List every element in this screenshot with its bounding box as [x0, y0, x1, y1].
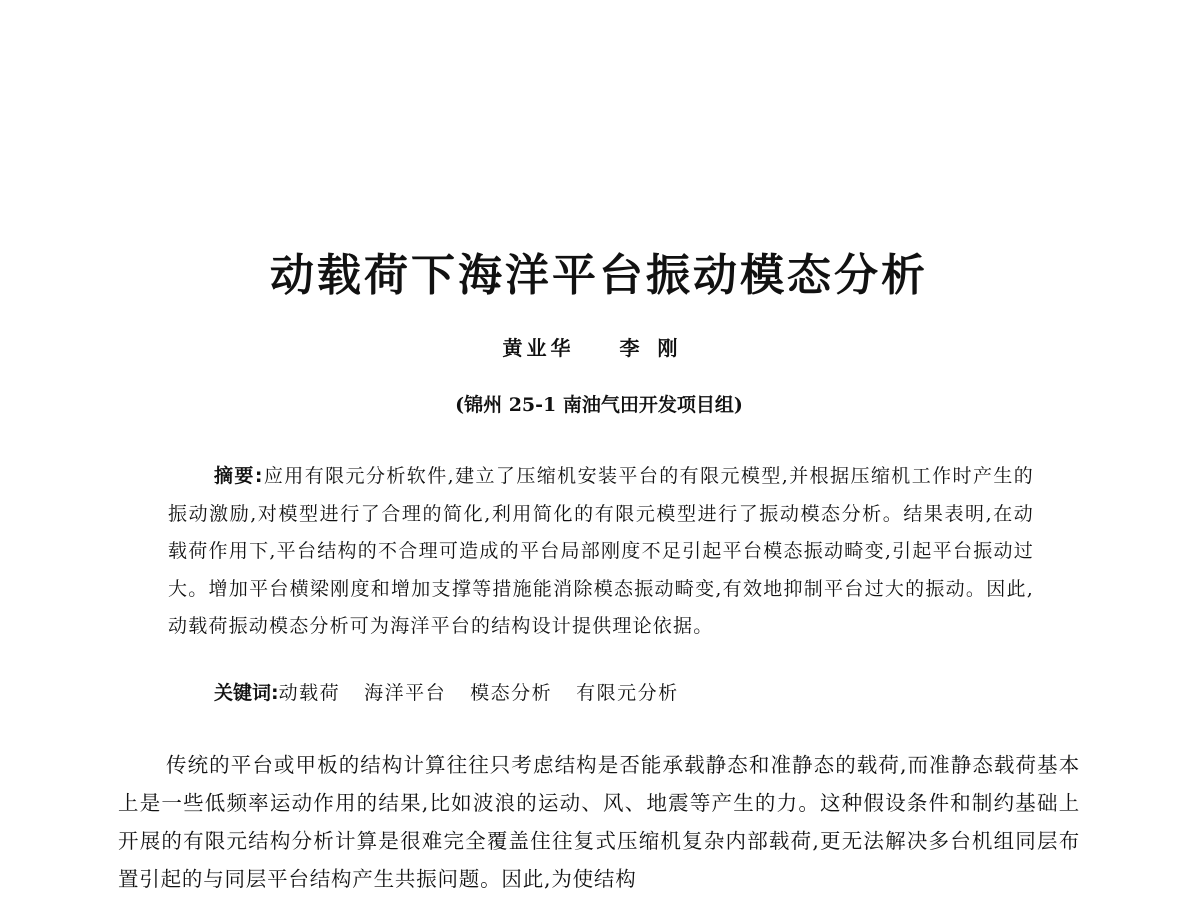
body-paragraph: 传统的平台或甲板的结构计算往往只考虑结构是否能承载静态和准静态的载荷,而准静态载荷基本上是一些低频率运动作用的结果,比如波浪的运动、风、地震等产生的力。这种假设条件和制约基础上开展的有限元结构分析计算是很难完全覆盖住往复式压缩机复杂内部载荷,更无法解决多台机组同层布置引起的与同层平台结构产生共振问题。因此,为使结构 — [118, 753, 1080, 891]
keywords-label: 关键词: — [214, 682, 279, 704]
keyword: 动载荷 — [278, 682, 341, 704]
abstract-label: 摘要: — [214, 465, 264, 487]
abstract — [168, 458, 1034, 646]
keyword: 模态分析 — [470, 682, 553, 704]
keyword: 有限元分析 — [576, 682, 679, 704]
paper-title: 动载荷下海洋平台振动模态分析 — [270, 250, 928, 301]
author-name: 李刚 — [619, 336, 696, 360]
affiliation: (锦州 25-1 南油气田开发项目组) — [455, 394, 743, 416]
abstract-text: 应用有限元分析软件,建立了压缩机安装平台的有限元模型,并根据压缩机工作时产生的振动激励,对模型进行了合理的简化,利用简化的有限元模型进行了振动模态分析。结果表明,在动载荷作用下,平台结构的不合理可造成的平台局部刚度不足引起平台模态振动畸变,引起平台振动过大。增加平台横梁刚度和增加支撑等措施能消除模态振动畸变,有效地抑制平台过大的振动。因此,动载荷振动模态分析可为海洋平台的结构设计提供理论依据。 — [168, 465, 1034, 637]
keyword: 海洋平台 — [364, 682, 447, 704]
keywords — [214, 676, 703, 710]
author-name: 黄业华 — [502, 336, 575, 360]
author-line — [0, 332, 1198, 364]
